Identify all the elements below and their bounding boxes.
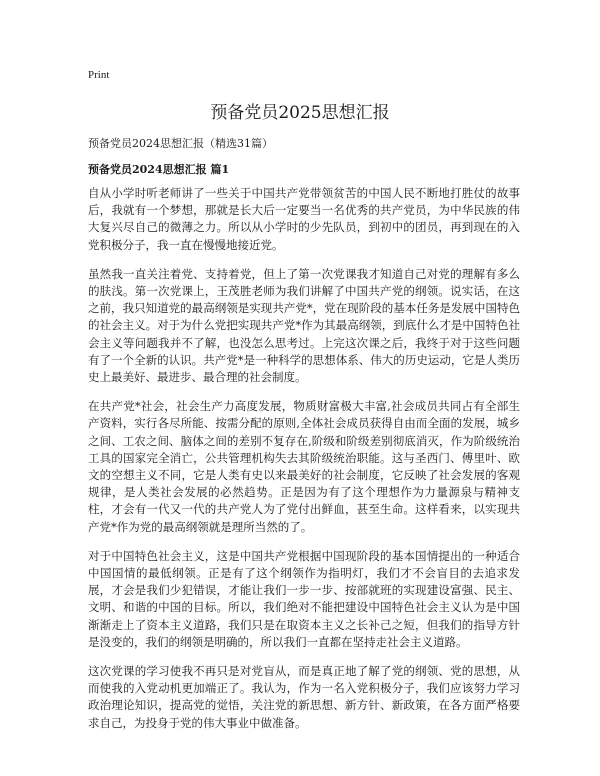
article-body: [88, 185, 520, 744]
print-link[interactable]: Print: [88, 69, 110, 81]
paragraph: 这次党课的学习使我不再只是对党盲从，而是真正地了解了党的纲领、党的思想，从而使我的入党动机更加端正了。我认为，作为一名入党积极分子，我们应该努力学习政治理论知识，提高党的觉悟，关注党的新思想、新方针、新政策，在各方面严格要求自己，为投身于党的伟大事业中做准备。: [88, 664, 520, 730]
paragraph: 虽然我一直关注着党、支持着党，但上了第一次党课我才知道自己对党的理解有多么的肤浅。第一次党课上，王茂胜老师为我们讲解了中国共产党的纲领。说实话，在这之前，我只知道党的最高纲领是实现共产党*，党在现阶段的基本任务是发展中国特色的社会主义。对于为什么党把实现共产党*作为其最高纲领，到底什么才是中国特色社会主义等问题我并不了解，也没怎么思考过。上完这次课之后，我终于对于这些问题有了一个全新的认识。共产党*是一种科学的思想体系、伟大的历史运动，它是人类历史上最美好、最进步、最合理的社会制度。: [88, 266, 520, 385]
page-title: 预备党员2025思想汇报: [210, 103, 390, 123]
paragraph: 对于中国特色社会主义，这是中国共产党根据中国现阶段的基本国情提出的一种适合中国国情的最低纲领。正是有了这个纲领作为指明灯，我们才不会盲目的去追求发展，才会是我们少犯错误，才能让我们一步一步、按部就班的实现建设富强、民主、文明、和谐的中国的目标。所以，我们绝对不能把建设中国特色社会主义认为是中国渐渐走上了资本主义道路，我们只是在取资本主义之长补己之短，但我们的指导方针是没变的，我们的纲领是明确的，所以我们一直都在坚持走社会主义道路。: [88, 548, 520, 649]
section-heading: 预备党员2024思想汇报 篇1: [88, 163, 230, 176]
paragraph: 自从小学时听老师讲了一些关于中国共产党带领贫苦的中国人民不断地打胜仗的故事后，我就有一个梦想，那就是长大后一定要当一名优秀的共产党员，为中华民族的伟大复兴尽自己的微薄之力。所以从小学时的少先队员，到初中的团员，再到现在的入党积极分子，我一直在慢慢地接近党。: [88, 186, 520, 252]
document-subtitle: 预备党员2024思想汇报（精选31篇）: [88, 137, 273, 150]
paragraph: 在共产党*社会，社会生产力高度发展，物质财富极大丰富,社会成员共同占有全部生产资料，实行各尽所能、按需分配的原则,全体社会成员获得自由而全面的发展，城乡之间、工农之间、脑体之间的差别不复存在,阶级和阶级差别彻底消灭，作为阶级统治工具的国家完全消亡，公共管理机构失去其阶级统治职能。这与圣西门、傅里叶、欧文的空想主义不同，它是人类有史以来最美好的社会制度，它反映了社会发展的客观规律，是人类社会发展的必然趋势。正是因为有了这个理想作为力量源泉与精神支柱，才会有一代又一代的共产党人为了党付出鲜血，甚至生命。这样看来，以实现共产党*作为党的最高纲领就是理所当然的了。: [88, 399, 520, 534]
